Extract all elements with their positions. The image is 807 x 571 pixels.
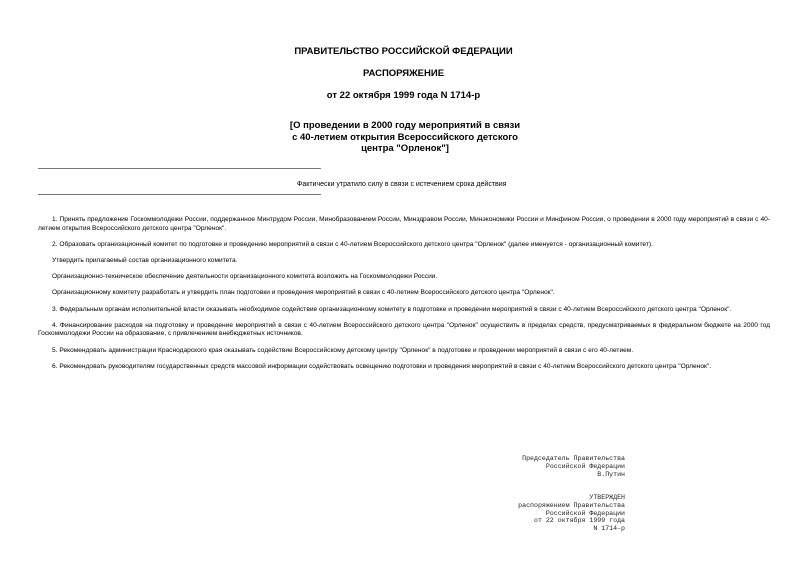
- approval-line: от 22 октября 1999 года: [533, 517, 625, 525]
- approval-line: N 1714-р: [593, 525, 625, 533]
- paragraph: Организационному комитету разработать и утвердить план подготовки и проведения мероприятий в связи с 40-летием Всероссийского детского центра "Орленок".: [52, 289, 555, 297]
- approval-line: распоряжением Правительства: [518, 501, 625, 509]
- paragraph: 2. Образовать организационный комитет по подготовке и проведению мероприятий в связи с 40-летием Всероссийского детского центра "Орленок" (далее именуется - организационный комитет).: [52, 240, 653, 248]
- paragraph: Организационно-техническое обеспечение деятельности организационного комитета возложить на Госкоммолодежи России.: [52, 273, 438, 281]
- signature-line: Российской Федерации: [545, 462, 625, 470]
- signature-line: Председатель Правительства: [522, 455, 625, 462]
- document-title-line: с 40-летием открытия Всероссийского детского: [292, 131, 518, 143]
- document-type-heading: РАСПОРЯЖЕНИЕ: [362, 68, 445, 79]
- approval-block: [518, 494, 625, 533]
- signature-line: В.Путин: [597, 470, 625, 478]
- document-body: [38, 216, 770, 379]
- document-title-line: [О проведении в 2000 году мероприятий в связи: [289, 120, 521, 131]
- approval-line: Российской Федерации: [545, 509, 625, 517]
- paragraph: 6. Рекомендовать руководителям государственных средств массовой информации содействовать освещению подготовки и проведения мероприятий в связи с 40-летием Всероссийского детского центра "Орленок".: [52, 362, 712, 370]
- document-title: [265, 120, 545, 155]
- paragraph: 4. Финансирование расходов на подготовку и проведение мероприятий в связи с 40-летием Всероссийского детского центра "Орленок" осуществить в пределах средств, предусматриваемых в федеральном бюджете на 2000 год Госкоммолодежи России на образование, с привлечением внебюджетных источников.: [38, 321, 770, 338]
- signature-block: [522, 455, 625, 478]
- document-title-line: центра "Орленок"]: [361, 143, 449, 154]
- paragraph: 1. Принять предложение Госкоммолодежи России, поддержанное Минтрудом России, Минобразованием России, Минздравом России, Минэкономики России и Минфином России, о проведении в 2000 году мероприятий в связи с 40-летием открытия Всероссийского детского центра "Орленок".: [38, 216, 770, 232]
- approval-line: УТВЕРЖДЕН: [589, 494, 625, 501]
- government-heading: ПРАВИТЕЛЬСТВО РОССИЙСКОЙ ФЕДЕРАЦИИ: [294, 46, 513, 57]
- paragraph: Утвердить прилагаемый состав организационного комитета.: [52, 256, 238, 264]
- divider-line: [38, 168, 321, 169]
- status-note: Фактически утратило силу в связи с истечением срока действия: [297, 181, 507, 188]
- paragraph: 5. Рекомендовать администрации Краснодарского края оказывать содействие Всероссийскому детскому центру "Орленок" в подготовке и проведении мероприятий в связи с его 40-летием.: [52, 346, 634, 354]
- document-date-number: от 22 октября 1999 года N 1714-р: [326, 90, 481, 101]
- divider-line: [38, 194, 321, 195]
- paragraph: 3. Федеральным органам исполнительной власти оказывать необходимое содействие организационному комитету в подготовке и проведении мероприятий в связи с 40-летием Всероссийского детского центра "Орленок".: [52, 305, 732, 313]
